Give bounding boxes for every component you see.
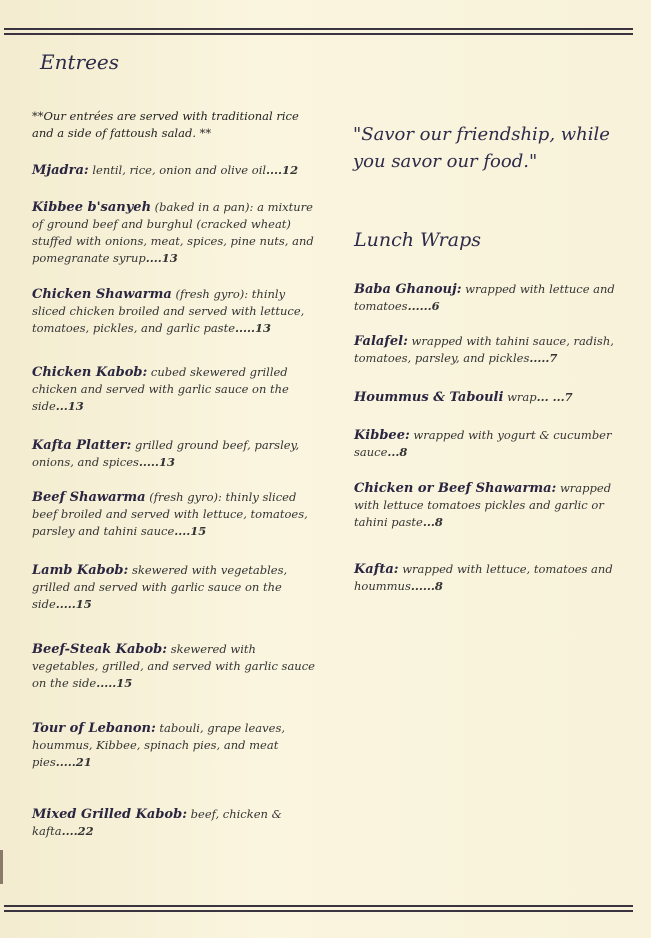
item-desc: beef, chicken & kafta xyxy=(32,807,282,838)
binding-mark xyxy=(0,850,3,884)
item-price: ....22 xyxy=(61,824,94,838)
item-price: .....13 xyxy=(235,321,272,335)
item-name: Kafta: xyxy=(354,562,399,577)
lunch-wraps-heading: Lunch Wraps xyxy=(354,229,482,251)
menu-item xyxy=(32,720,322,771)
item-name: Beef-Steak Kabob: xyxy=(32,642,168,657)
item-price: ...8 xyxy=(422,515,443,529)
item-price: .....15 xyxy=(96,676,133,690)
item-price: ......8 xyxy=(410,579,443,593)
slogan-quote: "Savor our friendship, while you savor our food." xyxy=(353,124,610,172)
item-desc: wrap xyxy=(503,390,537,404)
item-desc: grilled ground beef, parsley, onions, and spices xyxy=(32,438,300,469)
menu-item xyxy=(32,162,322,179)
item-name: Tour of Lebanon: xyxy=(32,721,156,736)
item-name: Hoummus & Tabouli xyxy=(354,390,504,405)
menu-item xyxy=(32,562,322,613)
bottom-rule xyxy=(4,910,633,912)
top-rule-inner xyxy=(4,33,633,35)
item-name: Kibbee: xyxy=(354,428,410,443)
menu-item xyxy=(32,286,322,337)
menu-item xyxy=(32,199,322,267)
entrees-heading: Entrees xyxy=(40,50,120,74)
bottom-rule-inner xyxy=(4,905,633,907)
item-name: Beef Shawarma xyxy=(32,490,146,505)
item-desc: skewered with vegetables, grilled, and served with garlic sauce on the side xyxy=(32,642,315,690)
item-desc: (fresh gyro): thinly sliced beef broiled and served with lettuce, tomatoes, parsley and tahini sauce xyxy=(32,490,308,538)
item-name: Mixed Grilled Kabob: xyxy=(32,807,187,822)
item-desc: wrapped with yogurt & cucumber sauce xyxy=(354,428,612,459)
item-name: Chicken or Beef Shawarma: xyxy=(354,481,557,496)
item-price: ....12 xyxy=(266,163,299,177)
item-name: Baba Ghanouj: xyxy=(354,282,462,297)
item-price: .....7 xyxy=(529,351,558,365)
item-desc: (fresh gyro): thinly sliced chicken broiled and served with lettuce, tomatoes, pickles, and garlic paste xyxy=(32,287,305,335)
item-name: Chicken Shawarma xyxy=(32,287,172,302)
item-name: Mjadra: xyxy=(32,163,89,178)
top-rule xyxy=(4,28,633,30)
item-desc: wrapped with lettuce, tomatoes and hoummus xyxy=(354,562,613,593)
entrees-note: **Our entrées are served with traditional rice and a side of fattoush salad. ** xyxy=(32,109,299,140)
menu-item xyxy=(32,806,322,840)
item-name: Falafel: xyxy=(354,334,408,349)
item-desc: wrapped with tahini sauce, radish, tomatoes, parsley, and pickles xyxy=(354,334,614,365)
item-price: ......6 xyxy=(407,299,440,313)
menu-item xyxy=(354,333,624,367)
menu-item xyxy=(32,641,322,692)
item-desc: lentil, rice, onion and olive oil xyxy=(88,163,267,177)
item-desc: skewered with vegetables, grilled and served with garlic sauce on the side xyxy=(32,563,288,611)
menu-item xyxy=(32,364,322,415)
item-price: ....15 xyxy=(174,524,207,538)
item-price: .....13 xyxy=(138,455,175,469)
item-name: Kafta Platter: xyxy=(32,438,132,453)
menu-item xyxy=(354,561,624,595)
item-desc: (baked in a pan): a mixture of ground beef and burghul (cracked wheat) stuffed with onions, meat, spices, pine nuts, and pomegranate syrup xyxy=(32,200,314,265)
item-name: Kibbee b'sanyeh xyxy=(32,200,152,215)
menu-item xyxy=(354,389,624,406)
item-price: ...13 xyxy=(55,399,84,413)
menu-item xyxy=(354,281,624,315)
item-price: ....13 xyxy=(145,251,178,265)
item-desc: wrapped with lettuce and tomatoes xyxy=(354,282,615,313)
item-price: ...8 xyxy=(387,445,408,459)
item-price: ... ...7 xyxy=(536,390,573,404)
menu-item xyxy=(32,489,322,540)
item-price: .....15 xyxy=(55,597,92,611)
menu-item xyxy=(354,480,624,531)
item-name: Chicken Kabob: xyxy=(32,365,148,380)
menu-item xyxy=(32,437,322,471)
item-price: .....21 xyxy=(55,755,92,769)
item-desc: cubed skewered grilled chicken and served with garlic sauce on the side xyxy=(32,365,289,413)
menu-item xyxy=(354,427,624,461)
item-desc: wrapped with lettuce tomatoes pickles and garlic or tahini paste xyxy=(354,481,612,529)
item-desc: tabouli, grape leaves, hoummus, Kibbee, spinach pies, and meat pies xyxy=(32,721,286,769)
item-name: Lamb Kabob: xyxy=(32,563,129,578)
